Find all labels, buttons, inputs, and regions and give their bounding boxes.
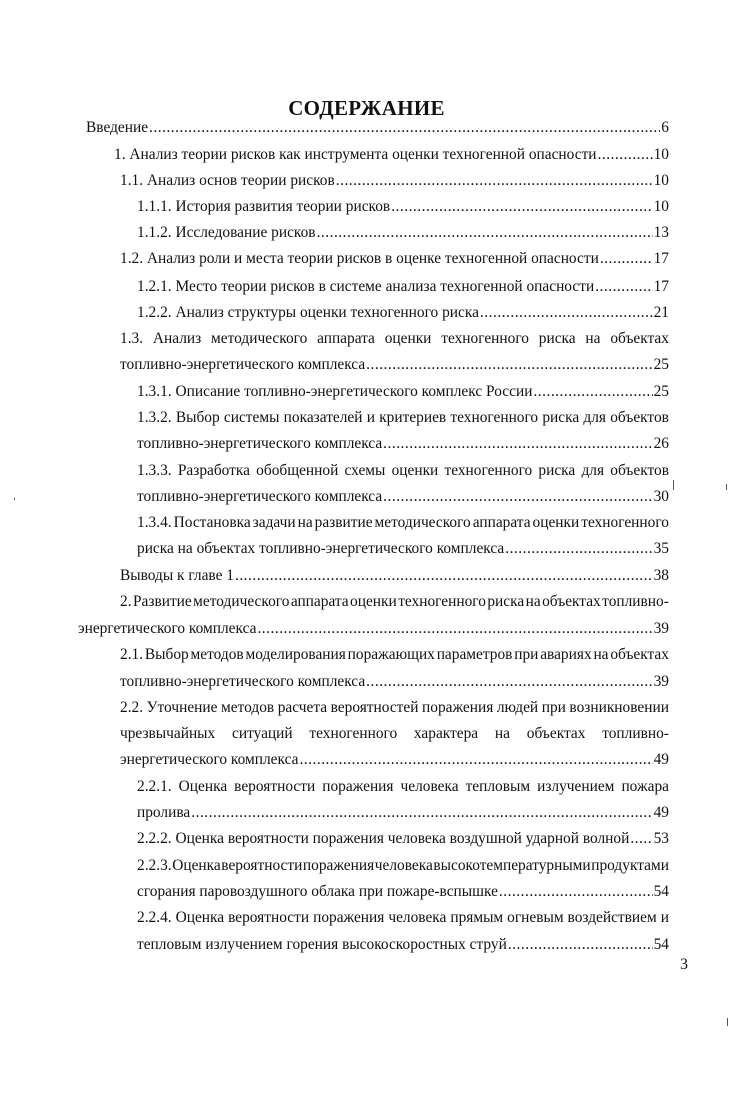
toc-word: на bbox=[585, 330, 601, 347]
toc-entry-text: пролива bbox=[137, 804, 191, 821]
toc-word: 1.3.3. bbox=[137, 462, 172, 479]
toc-entry-s1-1-1[interactable] bbox=[137, 196, 669, 218]
toc-entry-s1-3-3-line[interactable] bbox=[137, 460, 669, 482]
toc-word: Уточнение bbox=[146, 699, 218, 716]
toc-word: аппарата bbox=[317, 330, 375, 347]
toc-word: риска bbox=[538, 462, 576, 479]
toc-word: высокотемпературными bbox=[433, 857, 591, 874]
toc-entry-s1-2-2[interactable] bbox=[137, 302, 669, 324]
toc-page-number: 10 bbox=[653, 198, 669, 215]
dot-leader bbox=[600, 248, 653, 270]
toc-page-number: 30 bbox=[653, 488, 669, 505]
toc-word: характера bbox=[413, 725, 479, 742]
toc-entry-text: риска на объектах топливно-энергетического комплекса bbox=[137, 540, 505, 557]
toc-word: объектах bbox=[610, 646, 669, 663]
toc-entry-s2-2-4-line[interactable] bbox=[137, 907, 669, 929]
toc-word: огневым bbox=[507, 909, 564, 926]
toc-word: техногенного bbox=[450, 409, 539, 426]
toc-entry-s1-1-2[interactable] bbox=[137, 222, 669, 244]
scan-artifact bbox=[727, 1018, 728, 1026]
toc-entry-text: 1.2. Анализ роли и места теории рисков в оценке техногенной опасности bbox=[120, 250, 599, 267]
toc-word: 1.3. bbox=[120, 330, 144, 347]
toc-word: оценки bbox=[350, 593, 397, 610]
toc-entry-ch2[interactable] bbox=[78, 618, 669, 640]
dot-leader bbox=[630, 828, 652, 850]
toc-word: объектах bbox=[526, 725, 586, 742]
toc-word: 2.2.1. bbox=[137, 778, 172, 795]
toc-word: на bbox=[593, 646, 609, 663]
toc-entry-s1-3-line[interactable] bbox=[120, 328, 669, 350]
toc-entry-s2-2[interactable] bbox=[120, 749, 669, 771]
toc-word: расчета bbox=[277, 699, 328, 716]
page-number: 3 bbox=[680, 956, 688, 973]
toc-word: продуктами bbox=[591, 857, 669, 874]
toc-word: вероятности bbox=[221, 857, 303, 874]
toc-page-number: 10 bbox=[653, 146, 669, 163]
toc-word: возникновении bbox=[569, 699, 669, 716]
dot-leader bbox=[499, 881, 653, 903]
toc-entry-s1-3-1[interactable] bbox=[137, 381, 669, 403]
toc-entry-s2-2-line[interactable] bbox=[120, 723, 669, 745]
toc-word: объектах bbox=[542, 593, 601, 610]
toc-page-number: 13 bbox=[653, 224, 669, 241]
toc-word: Разработка bbox=[177, 462, 250, 479]
toc-word: поражения bbox=[302, 857, 375, 874]
toc-entry-ch1[interactable] bbox=[114, 144, 669, 166]
dot-leader bbox=[366, 671, 652, 693]
toc-word: аппарата bbox=[290, 593, 349, 610]
toc-page-number: 54 bbox=[653, 883, 669, 900]
toc-word: обобщенной bbox=[256, 462, 339, 479]
toc-word: техногенного bbox=[309, 725, 398, 742]
toc-entry-concl1[interactable] bbox=[120, 565, 669, 587]
toc-word: на bbox=[525, 593, 541, 610]
dot-leader bbox=[505, 538, 652, 560]
toc-page-number: 49 bbox=[653, 804, 669, 821]
toc-word: Развитие bbox=[132, 593, 192, 610]
toc-word: схемы bbox=[344, 462, 386, 479]
toc-word: техногенного bbox=[398, 593, 486, 610]
toc-word: Оценка bbox=[178, 778, 228, 795]
toc-word: методического bbox=[193, 593, 290, 610]
toc-word: методического bbox=[374, 514, 471, 531]
toc-word: поражения bbox=[322, 778, 394, 795]
toc-word: 2.2. bbox=[120, 699, 144, 716]
toc-entry-s2-1[interactable] bbox=[120, 671, 669, 693]
toc-entry-text: 1.1.1. История развития теории рисков bbox=[137, 198, 391, 215]
toc-entry-s1-3-4[interactable] bbox=[137, 538, 669, 560]
toc-word: 2.2.3. bbox=[137, 857, 172, 874]
toc-page-number: 17 bbox=[653, 278, 669, 295]
toc-page-number: 26 bbox=[653, 435, 669, 452]
toc-word: методов bbox=[190, 646, 244, 663]
toc-entry-ch2-line[interactable] bbox=[120, 591, 669, 613]
toc-page-number: 39 bbox=[653, 673, 669, 690]
toc-word: риска bbox=[487, 593, 525, 610]
scan-artifact bbox=[726, 484, 727, 490]
toc-page-number: 21 bbox=[653, 304, 669, 321]
toc-word: поражения bbox=[422, 699, 494, 716]
toc-page-number: 6 bbox=[661, 119, 669, 136]
page-title: СОДЕРЖАНИЕ bbox=[288, 96, 445, 120]
toc-entry-s1-2-1[interactable] bbox=[137, 276, 669, 298]
toc-word: и bbox=[660, 909, 669, 926]
toc-entry-s1-3-3[interactable] bbox=[137, 486, 669, 508]
toc-word: методов bbox=[221, 699, 275, 716]
toc-word: задачи bbox=[252, 514, 296, 531]
toc-entry-text: топливно-энергетического комплекса bbox=[137, 488, 383, 505]
toc-entry-s1-1[interactable] bbox=[120, 170, 669, 192]
toc-word: топливно- bbox=[602, 725, 669, 742]
dot-leader bbox=[191, 802, 652, 824]
toc-entry-text: топливно-энергетического комплекса bbox=[137, 435, 383, 452]
toc-word: риска bbox=[542, 409, 580, 426]
toc-word: ситуаций bbox=[232, 725, 293, 742]
toc-entry-s2-2-3[interactable] bbox=[137, 881, 669, 903]
toc-word: объектах bbox=[610, 330, 669, 347]
toc-word: тепловым bbox=[465, 778, 531, 795]
toc-entry-text: энергетического комплекса bbox=[120, 751, 299, 768]
toc-word: излучением bbox=[537, 778, 615, 795]
toc-entry-s2-2-4[interactable] bbox=[137, 934, 669, 956]
toc-word: на bbox=[297, 514, 313, 531]
toc-word: поражения bbox=[313, 909, 385, 926]
toc-page-number: 53 bbox=[653, 830, 669, 847]
toc-word: Выбор bbox=[175, 409, 220, 426]
toc-entry-text: тепловым излучением горения высокоскоростных струй bbox=[137, 936, 507, 953]
toc-entry-text: 2.2.2. Оценка вероятности поражения человека воздушной ударной волной bbox=[137, 830, 630, 847]
toc-entry-text: 1.3.1. Описание топливно-энергетического комплекс России bbox=[137, 383, 533, 400]
toc-word: пожара bbox=[621, 778, 669, 795]
toc-word: системы bbox=[223, 409, 280, 426]
toc-word: техногенного bbox=[441, 330, 529, 347]
toc-word: 1.3.4. bbox=[137, 514, 172, 531]
toc-word: на bbox=[494, 725, 510, 742]
toc-word: Постановка bbox=[173, 514, 251, 531]
toc-word: Оценка bbox=[175, 909, 225, 926]
dot-leader bbox=[317, 222, 653, 244]
dot-leader bbox=[235, 565, 653, 587]
toc-word: для bbox=[583, 409, 606, 426]
dot-leader bbox=[383, 433, 652, 455]
toc-word: 2.1. bbox=[120, 646, 144, 663]
toc-word: при bbox=[541, 699, 566, 716]
toc-page-number: 38 bbox=[653, 567, 669, 584]
toc-entry-text: 1.2.1. Место теории рисков в системе анализа техногенной опасности bbox=[137, 278, 595, 295]
toc-word: при bbox=[514, 646, 539, 663]
toc-word: 2. bbox=[120, 593, 132, 610]
toc-entry-s1-3-4-line[interactable] bbox=[137, 512, 669, 534]
toc-word: риска bbox=[538, 330, 576, 347]
toc-word: и bbox=[366, 409, 375, 426]
toc-word: человека bbox=[388, 909, 447, 926]
dot-leader bbox=[336, 170, 653, 192]
dot-leader bbox=[149, 117, 660, 139]
toc-word: вероятностей bbox=[330, 699, 419, 716]
dot-leader bbox=[391, 196, 652, 218]
toc-entry-text: топливно-энергетического комплекса bbox=[120, 356, 366, 373]
toc-word: вероятности bbox=[228, 909, 310, 926]
scan-artifact bbox=[673, 480, 674, 490]
toc-word: человека bbox=[400, 778, 459, 795]
toc-entry-text: 1.1. Анализ основ теории рисков bbox=[120, 172, 335, 189]
toc-word: оценки bbox=[532, 514, 580, 531]
toc-word: поражающих bbox=[347, 646, 435, 663]
toc-entry-s1-3-2[interactable] bbox=[137, 433, 669, 455]
dot-leader bbox=[598, 144, 653, 166]
toc-word: 2.2.4. bbox=[137, 909, 172, 926]
toc-word: оценки bbox=[391, 462, 439, 479]
dot-leader bbox=[533, 381, 652, 403]
toc-entry-text: 1.1.2. Исследование рисков bbox=[137, 224, 316, 241]
toc-entry-text: Введение bbox=[86, 119, 149, 136]
toc-page-number: 54 bbox=[653, 936, 669, 953]
toc-word: объектов bbox=[610, 409, 669, 426]
toc-word: аппарата bbox=[472, 514, 531, 531]
dot-leader bbox=[257, 618, 652, 640]
toc-word: оценки bbox=[384, 330, 432, 347]
toc-word: топливно- bbox=[602, 593, 669, 610]
toc-entry-text: топливно-энергетического комплекса bbox=[120, 673, 366, 690]
toc-page-number: 49 bbox=[653, 751, 669, 768]
toc-entry-s1-3-2-line[interactable] bbox=[137, 407, 669, 429]
toc-entry-s2-2-2[interactable] bbox=[137, 828, 669, 850]
toc-word: техногенного bbox=[444, 462, 533, 479]
toc-page-number: 39 bbox=[653, 620, 669, 637]
toc-word: авариях bbox=[540, 646, 592, 663]
toc-entry-text: энергетического комплекса bbox=[78, 620, 257, 637]
toc-entry-s2-2-line[interactable] bbox=[120, 697, 669, 719]
toc-word: Анализ bbox=[152, 330, 202, 347]
toc-page-number: 35 bbox=[653, 540, 669, 557]
toc-word: параметров bbox=[436, 646, 513, 663]
toc-entry-s2-2-1-line[interactable] bbox=[137, 776, 669, 798]
dot-leader bbox=[480, 302, 653, 324]
toc-page-number: 10 bbox=[653, 172, 669, 189]
dot-leader bbox=[595, 276, 652, 298]
toc-word: критериев bbox=[379, 409, 447, 426]
toc-word: показателей bbox=[283, 409, 363, 426]
toc-entry-text: сгорания паровоздушного облака при пожаре-вспышке bbox=[137, 883, 498, 900]
toc-word: воздействием bbox=[567, 909, 657, 926]
toc-word: методического bbox=[211, 330, 308, 347]
toc-word: развитие bbox=[314, 514, 373, 531]
toc-word: техногенного bbox=[581, 514, 669, 531]
toc-entry-s1-3[interactable] bbox=[120, 354, 669, 376]
toc-page-number: 17 bbox=[653, 250, 669, 267]
dot-leader bbox=[383, 486, 652, 508]
toc-word: для bbox=[581, 462, 605, 479]
dot-leader bbox=[508, 934, 653, 956]
toc-word: прямым bbox=[450, 909, 504, 926]
toc-word: человека bbox=[374, 857, 433, 874]
toc-page-number: 25 bbox=[653, 383, 669, 400]
toc-word: Выбор bbox=[144, 646, 189, 663]
toc-word: людей bbox=[496, 699, 539, 716]
scan-artifact bbox=[14, 498, 15, 500]
toc-entry-intro[interactable] bbox=[86, 117, 669, 139]
toc-entry-s1-2[interactable] bbox=[120, 248, 669, 270]
toc-entry-text: 1.2.2. Анализ структуры оценки техногенного риска bbox=[137, 304, 479, 321]
toc-entry-text: Выводы к главе 1 bbox=[120, 567, 234, 584]
toc-entry-text: 1. Анализ теории рисков как инструмента оценки техногенной опасности bbox=[114, 146, 597, 163]
dot-leader bbox=[299, 749, 652, 771]
toc-page-number: 25 bbox=[653, 356, 669, 373]
dot-leader bbox=[366, 354, 652, 376]
toc-entry-s2-1-line[interactable] bbox=[120, 644, 669, 666]
toc-entry-s2-2-3-line[interactable] bbox=[137, 855, 669, 877]
toc-word: моделирования bbox=[245, 646, 346, 663]
toc-entry-s2-2-1[interactable] bbox=[137, 802, 669, 824]
toc-word: Оценка bbox=[172, 857, 221, 874]
toc-word: чрезвычайных bbox=[120, 725, 216, 742]
toc-word: 1.3.2. bbox=[137, 409, 172, 426]
toc-word: вероятности bbox=[234, 778, 316, 795]
toc-word: объектов bbox=[610, 462, 669, 479]
